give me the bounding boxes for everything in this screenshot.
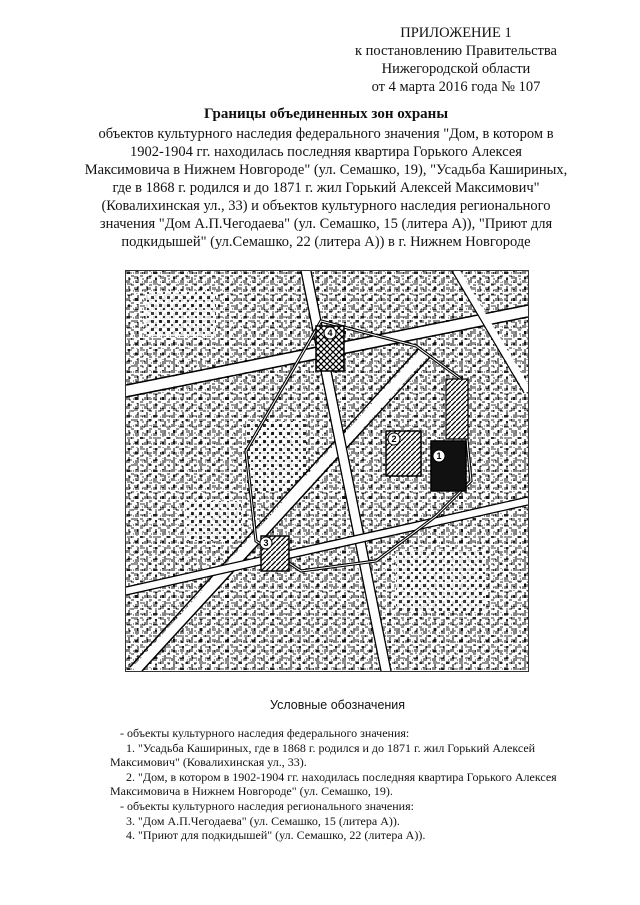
legend-item-1: 1. "Усадьба Кашириных, где в 1868 г. родился и до 1871 г. жил Горький Алексей [126,740,536,755]
map-marker-3: 3 [263,538,269,548]
legend-item-1-cont: Максимович" (Ковалихинская ул., 33). [110,755,307,770]
legend-item-2-cont: Максимовича в Нижнем Новгороде" (ул. Семашко, 19). [110,784,393,799]
subtitle-line: подкидышей" (ул.Семашко, 22 (литера А)) в г. Нижнем Новгороде [121,234,531,250]
legend-item-3: 3. "Дом А.П.Чегодаева" (ул. Семашко, 15 (литера А)). [126,813,400,828]
appendix-resolution: к постановлению Правительства [355,43,557,59]
protected-object-1 [431,441,466,491]
map-marker-2: 2 [391,434,397,444]
legend-item-2: 2. "Дом, в котором в 1902-1904 гг. находилась последняя квартира Горького Алексея [126,769,557,784]
map-marker-1: 1 [436,451,442,461]
subtitle-line: Максимовича в Нижнем Новгороде" (ул. Семашко, 19), "Усадьба Кашириных, [84,162,568,178]
zone-map-drawing [126,271,528,671]
subtitle-line: объектов культурного наследия федерального значения "Дом, в котором в [98,126,554,142]
subtitle-line: где в 1868 г. родился и до 1871 г. жил Горький Алексей Максимович" [112,180,540,196]
legend-title: Условные обозначения [270,698,406,712]
appendix-region: Нижегородской области [381,61,531,77]
legend-federal-header: - объекты культурного наследия федерального значения: [120,726,410,740]
appendix-number: ПРИЛОЖЕНИЕ 1 [400,25,512,41]
document-title: Границы объединенных зон охраны [203,106,449,122]
legend-regional-header: - объекты культурного наследия регионального значения: [120,798,414,813]
zone-map [125,270,529,672]
subtitle-line: (Ковалихинская ул., 33) и объектов культурного наследия регионального [101,198,551,214]
document-subtitle [70,125,582,251]
subtitle-line: 1902-1904 гг. находилась последняя квартира Горького Алексея [130,144,522,160]
appendix-date: от 4 марта 2016 года № 107 [371,79,541,95]
legend-item-4: 4. "Приют для подкидышей" (ул. Семашко, 22 (литера А)). [126,828,426,843]
legend [110,726,580,843]
subtitle-line: значения "Дом А.П.Чегодаева" (ул. Семашко, 15 (литера А)), "Приют для [99,216,553,232]
map-marker-4: 4 [327,328,333,338]
appendix-header [336,24,576,96]
